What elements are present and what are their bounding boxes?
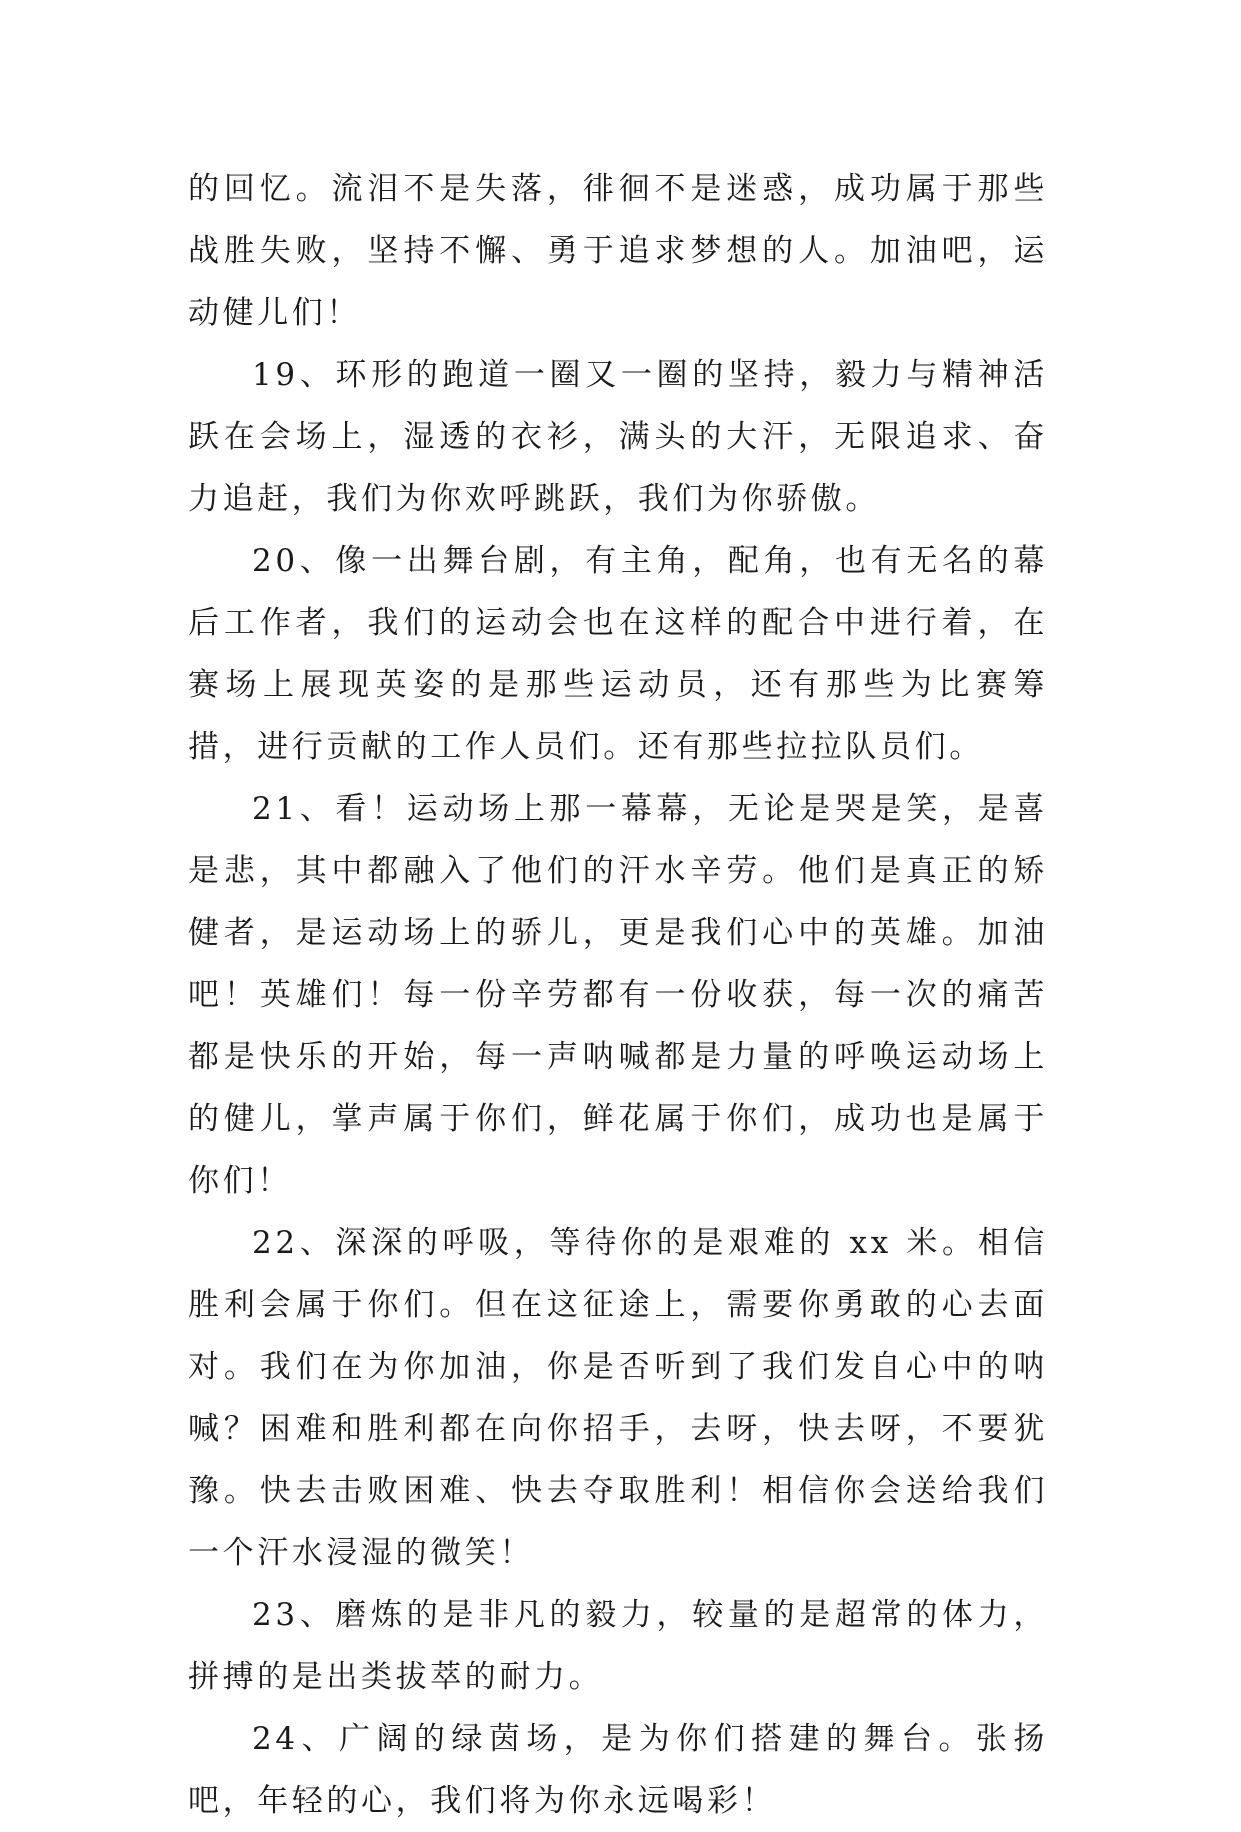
paragraph-23: 23、磨炼的是非凡的毅力，较量的是超常的体力，拼搏的是出类拔萃的耐力。 — [188, 1597, 1048, 1695]
paragraph-20: 20、像一出舞台剧，有主角，配角，也有无名的幕后工作者，我们的运动会也在这样的配合中进行着，在赛场上展现英姿的是那些运动员，还有那些为比赛筹措，进行贡献的工作人员们。还有那些拉拉队员们。 — [188, 543, 1048, 765]
paragraph-19: 19、环形的跑道一圈又一圈的坚持，毅力与精神活跃在会场上，湿透的衣衫，满头的大汗，无限追求、奋力追赶，我们为你欢呼跳跃，我们为你骄傲。 — [188, 357, 1048, 517]
document-body — [188, 158, 1048, 1832]
paragraph-22: 22、深深的呼吸，等待你的是艰难的 xx 米。相信胜利会属于你们。但在这征途上，需要你勇敢的心去面对。我们在为你加油，你是否听到了我们发自心中的呐喊？困难和胜利都在向你招手，去呀，快去呀，不要犹豫。快去击败困难、快去夺取胜利！相信你会送给我们一个汗水浸湿的微笑！ — [188, 1225, 1048, 1571]
paragraph-21: 21、看！运动场上那一幕幕，无论是哭是笑，是喜是悲，其中都融入了他们的汗水辛劳。他们是真正的矫健者，是运动场上的骄儿，更是我们心中的英雄。加油吧！英雄们！每一份辛劳都有一份收获，每一次的痛苦都是快乐的开始，每一声呐喊都是力量的呼唤运动场上的健儿，掌声属于你们，鲜花属于你们，成功也是属于你们！ — [188, 791, 1048, 1199]
paragraph-24: 24、广阔的绿茵场，是为你们搭建的舞台。张扬吧，年轻的心，我们将为你永远喝彩！ — [188, 1721, 1048, 1819]
paragraph-18-continuation: 的回忆。流泪不是失落，徘徊不是迷惑，成功属于那些战胜失败，坚持不懈、勇于追求梦想的人。加油吧，运动健儿们！ — [188, 171, 1048, 331]
